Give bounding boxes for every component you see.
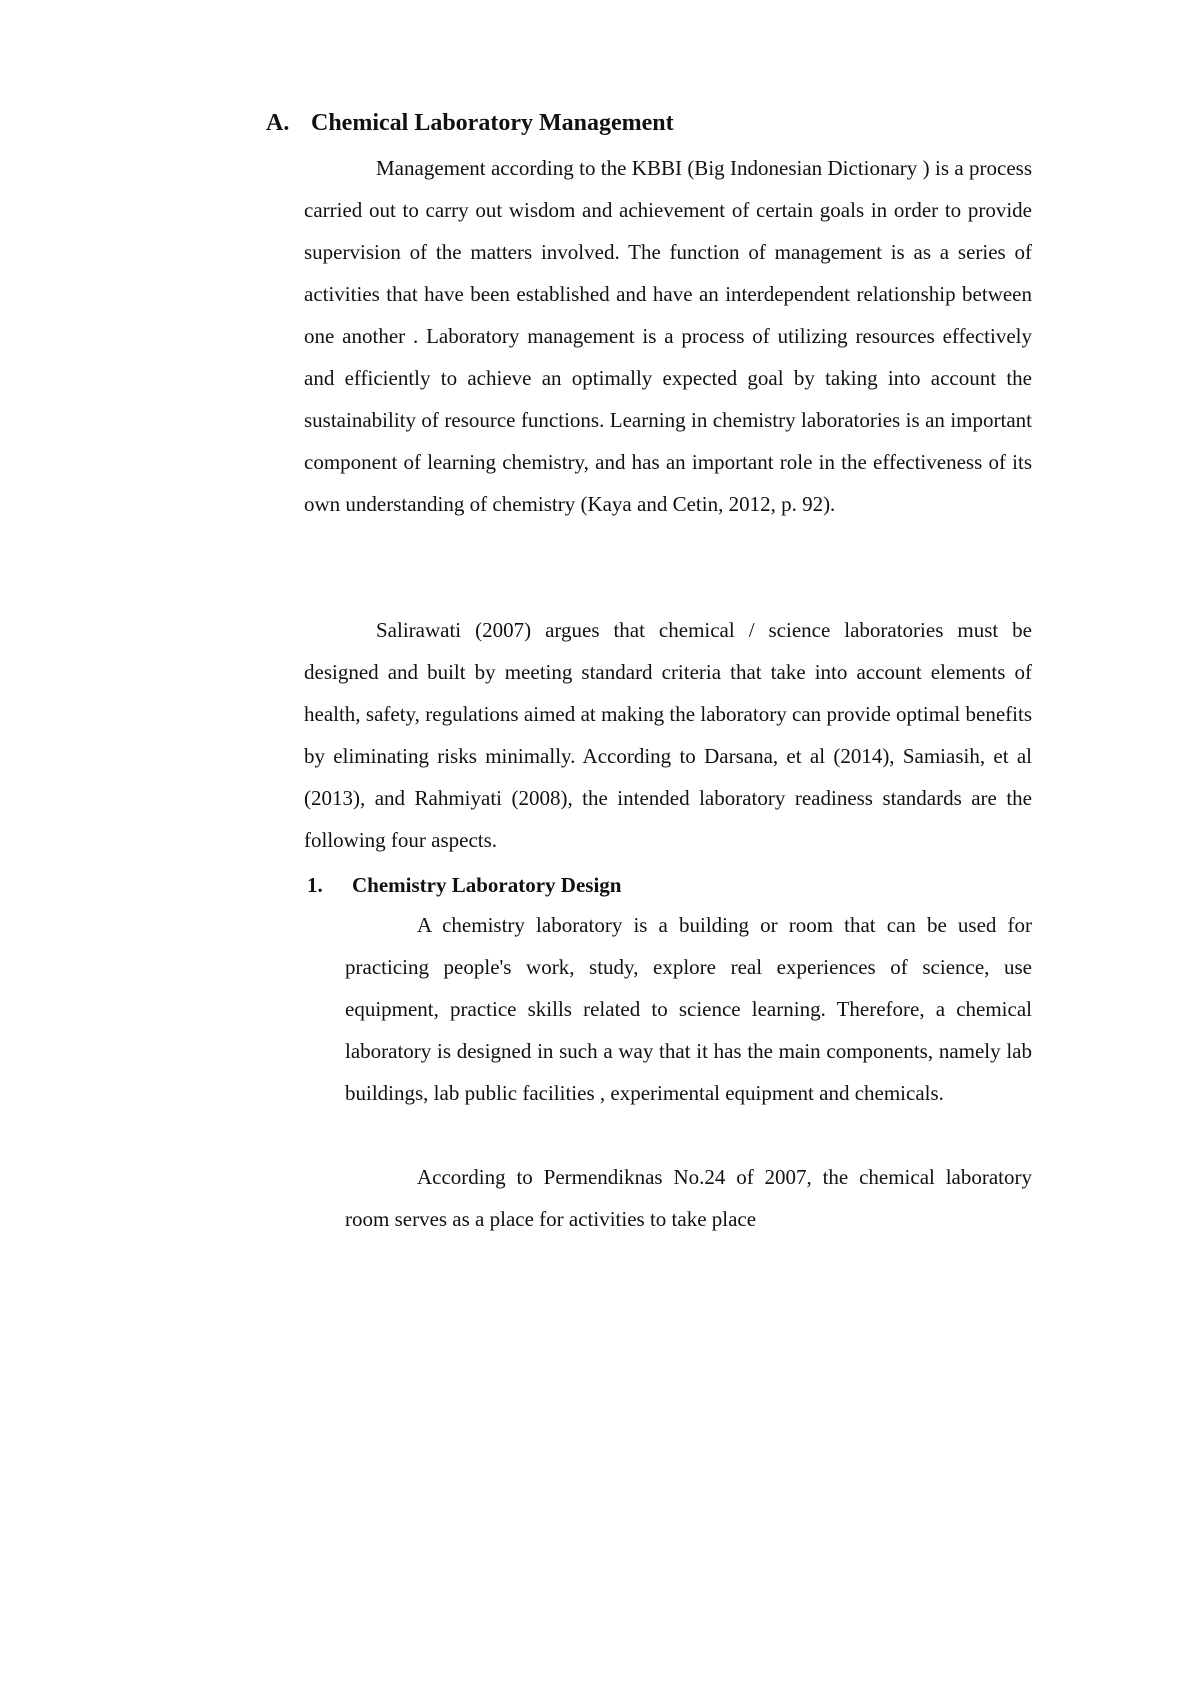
section-heading	[266, 108, 674, 138]
subsection-heading	[307, 870, 621, 900]
section-title: Chemical Laboratory Management	[311, 110, 674, 136]
paragraph-management-definition: Management according to the KBBI (Big Indonesian Dictionary ) is a process carried out to carry out wisdom and achievement of certain goals in order to provide supervision of the matters involved. The function of management is as a series of activities that have been established and have an interdependent relationship between one another . Laboratory management is a process of utilizing resources effectively and efficiently to achieve an optimally expected goal by taking into account the sustainability of resource functions. Learning in chemistry laboratories is an important component of learning chemistry, and has an important role in the effectiveness of its own understanding of chemistry (Kaya and Cetin, 2012, p. 92).	[304, 156, 1032, 516]
subsection-marker: 1.	[307, 873, 323, 897]
paragraph-lab-design: A chemistry laboratory is a building or room that can be used for practicing people's work, study, explore real experiences of science, use equipment, practice skills related to science learning. Therefore, a chemical laboratory is designed in such a way that it has the main components, namely lab buildings, lab public facilities , experimental equipment and chemicals.	[345, 913, 1032, 1105]
section-marker: A.	[266, 110, 290, 136]
paragraph-permendiknas: According to Permendiknas No.24 of 2007, the chemical laboratory room serves as a place for activities to take place	[345, 1165, 1032, 1231]
paragraph-laboratory-standards: Salirawati (2007) argues that chemical / science laboratories must be designed and built by meeting standard criteria that take into account elements of health, safety, regulations aimed at making the laboratory can provide optimal benefits by eliminating risks minimally. According to Darsana, et al (2014), Samiasih, et al (2013), and Rahmiyati (2008), the intended laboratory readiness standards are the following four aspects.	[304, 618, 1032, 852]
subsection-title: Chemistry Laboratory Design	[352, 873, 622, 897]
